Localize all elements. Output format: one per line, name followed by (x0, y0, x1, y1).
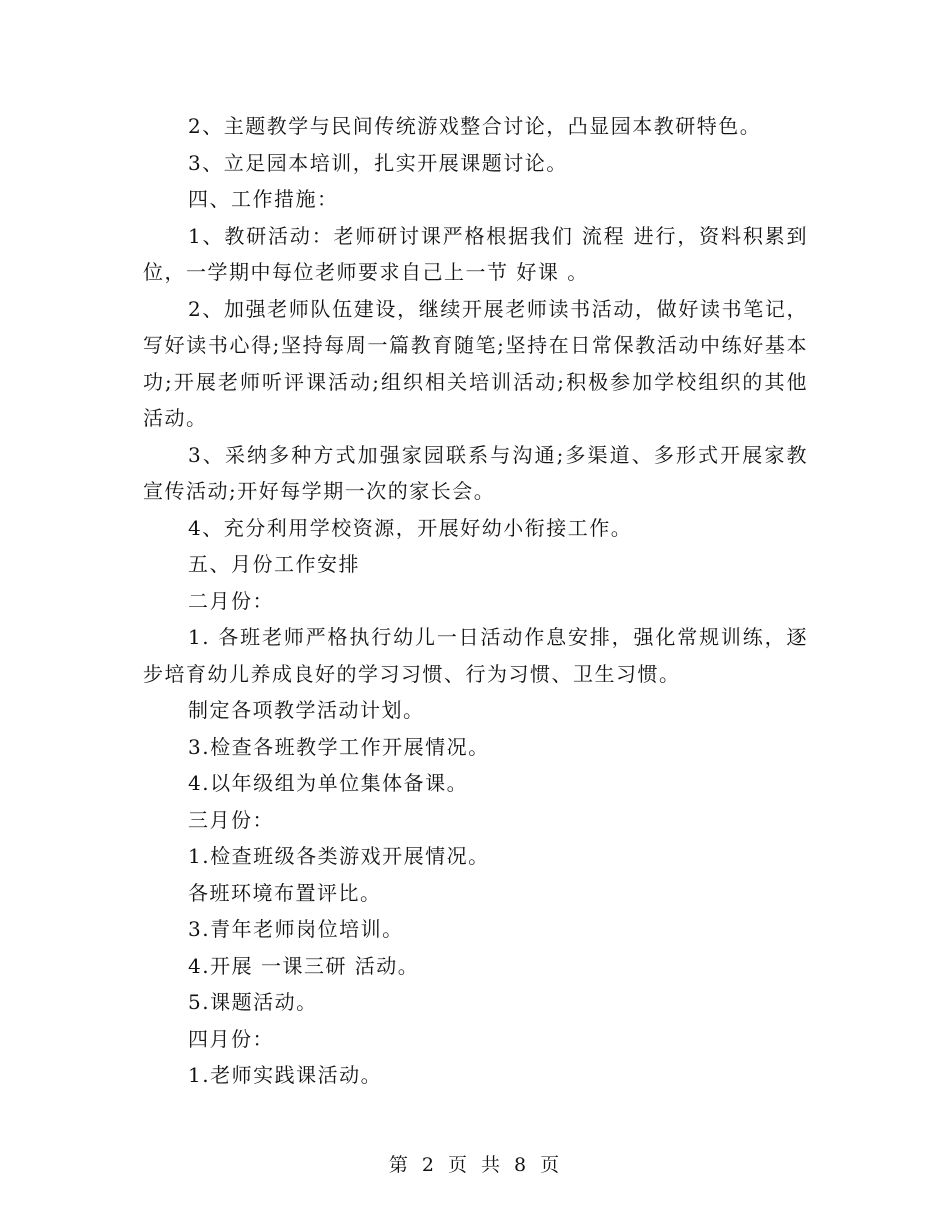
section-heading: 四、工作措施： (188, 187, 339, 211)
section-heading: 五、月份工作安排 (188, 552, 360, 576)
paragraph: 3.青年老师岗位培训。 (188, 917, 404, 941)
paragraph: 各班环境布置评比。 (188, 880, 382, 905)
page-number-footer: 第 2 页 共 8 页 (388, 1154, 562, 1176)
month-heading: 四月份： (188, 1026, 274, 1051)
paragraph: 2、加强老师队伍建设，继续开展老师读书活动，做好读书笔记，写好读书心得;坚持每周一篇教育随笔;坚持在日常保教活动中练好基本功;开展老师听评课活动;组织相关培训活动;积极参加学校组织的其他活动。 (143, 296, 808, 430)
paragraph: 1. 各班老师严格执行幼儿一日活动作息安排，强化常规训练，逐步培育幼儿养成良好的学习习惯、行为习惯、卫生习惯。 (143, 625, 808, 686)
paragraph: 3.检查各班教学工作开展情况。 (188, 734, 490, 759)
document-body (143, 108, 808, 1094)
paragraph: 4.开展 一课三研 活动。 (188, 953, 420, 978)
paragraph: 1、教研活动：老师研讨课严格根据我们 流程 进行，资料积累到位，一学期中每位老师要求自己上一节 好课 。 (143, 223, 808, 284)
paragraph: 1.检查班级各类游戏开展情况。 (188, 844, 490, 868)
paragraph: 4.以年级组为单位集体备课。 (188, 771, 469, 795)
paragraph: 制定各项教学活动计划。 (188, 698, 425, 722)
paragraph: 2、主题教学与民间传统游戏整合讨论，凸显园本教研特色。 (188, 114, 762, 138)
month-heading: 三月份： (188, 807, 274, 832)
paragraph: 3、立足园本培训，扎实开展课题讨论。 (188, 150, 568, 175)
paragraph: 3、采纳多种方式加强家园联系与沟通;多渠道、多形式开展家教宣传活动;开好每学期一次的家长会。 (143, 442, 808, 503)
paragraph: 1.老师实践课活动。 (188, 1063, 383, 1087)
paragraph: 4、充分利用学校资源，开展好幼小衔接工作。 (188, 515, 633, 540)
paragraph: 5.课题活动。 (188, 990, 318, 1014)
month-heading: 二月份： (188, 588, 274, 613)
